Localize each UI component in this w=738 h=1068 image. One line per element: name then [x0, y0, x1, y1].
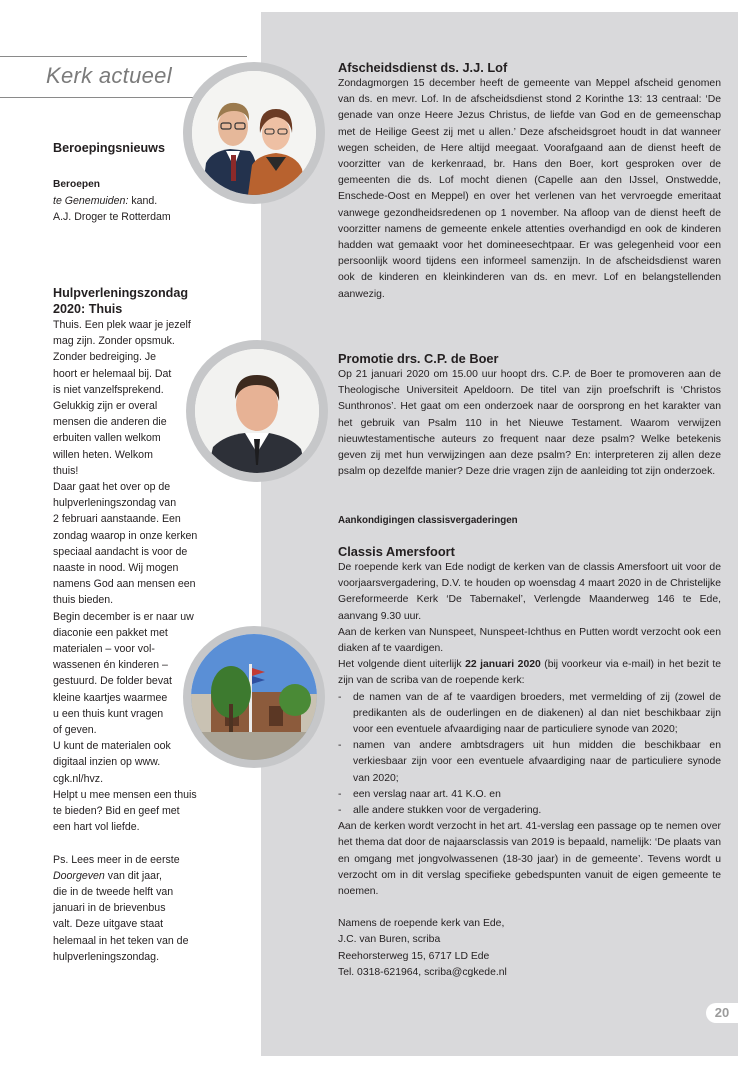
classis-para1: De roepende kerk van Ede nodigt de kerken van de classis Amersfoort uit voor de voorjaarsvergadering, D.V. te houden op woensdag 4 maart 2020 in de Christelijke Gereformeerde Kerk ‘De Tabernakel’, Verlengde Maanderweg 146 te Ede, aanvang 9.30 uur. — [338, 562, 721, 622]
list-item: - een verslag naar art. 41 K.O. en — [338, 787, 721, 803]
photo-deboer — [195, 349, 319, 473]
body-line: kleine kaartjes waarmee — [53, 691, 168, 704]
classis-para4: Aan de kerken wordt verzocht in het art. 41-verslag een passage op te nemen over het thema dat door de najaarsclassis van 2019 is bepaald, namelijk: ‘De plaats van en omgang met jongvolwassenen (18-30 jaar) in de gemeente’. Tevens wordt u verzocht om in dit verslag specifieke gebedspunten vanuit de eigen gemeente te noemen. — [338, 821, 721, 898]
body-line: Thuis. Een plek waar je jezelf — [53, 319, 191, 331]
body-line: zondag waarop in onze kerken — [53, 529, 198, 542]
beroepen-subheading: Beroepen — [53, 178, 100, 190]
body-line: mensen die anderen die — [53, 416, 167, 429]
body-line: Gelukkig zijn er overal — [53, 400, 158, 413]
ps-line-2 — [53, 868, 218, 884]
body-line: Daar gaat het over op de — [53, 481, 171, 494]
ps-line-2-rest: van dit jaar, — [104, 869, 162, 882]
body-line: thuis! — [53, 464, 79, 477]
list-item: - namen van andere ambtsdragers uit hun midden die beschikbaar en verkiesbaar zijn voor een eventuele afvaardiging naar de particuliere synode van 2020; — [338, 738, 721, 787]
photo-lof-ring — [183, 62, 325, 204]
body-line: 2 februari aanstaande. Een — [53, 513, 181, 526]
header-rule-top — [0, 56, 247, 57]
signature-line: J.C. van Buren, scriba — [338, 934, 441, 946]
photo-church-ring — [183, 626, 325, 768]
body-line: Zonder bedreiging. Je — [53, 351, 157, 364]
afscheid-article — [338, 60, 721, 303]
beroepen-place: te Genemuiden: — [53, 194, 129, 207]
afscheid-heading: Afscheidsdienst ds. J.J. Lof — [338, 60, 508, 75]
body-line: u een thuis kunt vragen — [53, 707, 164, 720]
photo-lof-couple-image — [192, 71, 316, 195]
hulpverlening-heading-2: 2020: Thuis — [53, 301, 123, 316]
body-line: mag zijn. Zonder opsmuk. — [53, 335, 175, 348]
classis-deadline: 22 januari 2020 — [465, 659, 541, 671]
ps-doorgeven: Doorgeven — [53, 869, 105, 882]
list-item: - alle andere stukken voor de vergadering. — [338, 803, 721, 819]
afscheid-body: Zondagmorgen 15 december heeft de gemeente van Meppel afscheid genomen van ds. en mevr. Lof. In de afscheidsdienst stond 2 Korinthe 13: 13 centraal: ‘De genade van onze Heere Jezus Christus, de liefde van God en de gemeenschap met de Heilige Geest zij met u allen.’ Deze afscheidsgroet houdt in dat wanneer wegen scheiden, de Here altijd meegaat. Voorafgaand aan de dienst heeft de voorzitter van de kerkenraad, br. Hans den Boer, kort gesproken over de gemeenten die ds. Lof mocht dienen (Capelle aan den IJssel, Onstwedde, Enschede-Oost en Meppel) en over het verlenen van het vervroegde emeritaat vanwege gezondheidsredenen op 1 november. Na afloop van de dienst heeft de voorzitter namens de gemeente enkele attenties overhandigd en ook de kinderen hadden wat gemaakt voor het domineesechtpaar. Er was gelegenheid voor een persoonlijk woord tijdens een informeel samenzijn. In de afscheidsdienst waren ook de kinderen en kleinkinderen van ds. en mevr. Lof en belangstellenden aanwezig. — [338, 78, 721, 300]
body-line: Begin december is er naar uw — [53, 610, 194, 623]
ps-line-1: Ps. Lees meer in de eerste — [53, 853, 180, 866]
body-line: hoort er helemaal bij. Dat — [53, 367, 172, 380]
body-line: is niet vanzelfsprekend. — [53, 383, 164, 396]
page-number: 20 — [706, 1003, 738, 1023]
classis-requirements-list — [338, 690, 721, 820]
classis-para3-post: (bij voorkeur via e-mail) in het bezit te zijn van de scriba van de roepende kerk: — [338, 659, 721, 687]
body-line: wassenen én kinderen – — [53, 659, 168, 672]
ps-body — [53, 884, 218, 965]
body-line: januari in de brievenbus — [53, 902, 166, 915]
photo-deboer-ring — [186, 340, 328, 482]
hulpverlening-heading-1: Hulpverleningszondag — [53, 286, 189, 300]
signature-line: Namens de roepende kerk van Ede, — [338, 918, 505, 930]
header-rule-bottom — [0, 97, 212, 98]
classis-heading: Classis Amersfoort — [338, 544, 455, 559]
body-line: te bieden? Bid en geef met — [53, 805, 180, 818]
beroepen-text1: kand. — [128, 194, 158, 207]
body-line: of geven. — [53, 724, 97, 737]
body-line: die in de tweede helft van — [53, 885, 174, 898]
promotie-body: Op 21 januari 2020 om 15.00 uur hoopt drs. C.P. de Boer te promoveren aan de Theologische Universiteit Apeldoorn. De titel van zijn proefschrift is ‘Christos Sunthronos’. Het gaat om een onderzoek naar de oorsprong en het karakter van het gebruik van Psalm 110 in het Nieuwe Testament. Waarom verwijzen nieuwtestamentische auteurs zo frequent naar deze psalm? Welke betekenis geven zij met hun verwijzingen aan deze psalm? En: interpreteren zij allen deze psalm op dezelfde manier? Deze drie vragen zijn de aanleiding tot zijn onderzoek. — [338, 369, 721, 478]
body-line: materialen – voor vol- — [53, 643, 155, 656]
section-title: Kerk actueel — [46, 63, 172, 88]
beroepen-line — [53, 193, 218, 209]
aankondigingen-block — [338, 513, 721, 529]
classis-para3-pre: Het volgende dient uiterlijk — [338, 659, 466, 671]
body-line: namens God aan mensen een — [53, 578, 196, 591]
body-line: speciaal aandacht is voor de — [53, 545, 188, 558]
classis-para3 — [338, 657, 721, 689]
body-line: willen heten. Welkom — [53, 448, 153, 461]
body-line: cgk.nl/hvz. — [53, 772, 104, 785]
body-line: erbuiten vallen welkom — [53, 432, 161, 445]
classis-article — [338, 544, 721, 981]
body-line: Helpt u mee mensen een thuis — [53, 788, 197, 801]
signature-line: Reehorsterweg 15, 6717 LD Ede — [338, 950, 490, 962]
body-line: U kunt de materialen ook — [53, 740, 171, 753]
body-line: helemaal in het teken van de — [53, 934, 189, 947]
signature-line: Tel. 0318-621964, scriba@cgkede.nl — [338, 966, 507, 978]
promotie-heading: Promotie drs. C.P. de Boer — [338, 351, 499, 366]
body-line: valt. Deze uitgave staat — [53, 918, 164, 931]
aankondigingen-heading: Aankondigingen classisvergaderingen — [338, 515, 518, 526]
classis-para2: Aan de kerken van Nunspeet, Nunspeet-Ichthus en Putten wordt verzocht ook een diaken af te vaardigen. — [338, 626, 721, 655]
promotie-article — [338, 351, 721, 480]
photo-church-building-image — [191, 634, 317, 760]
beroepingsnieuws-heading: Beroepingsnieuws — [53, 141, 165, 155]
body-line: hulpverleningszondag. — [53, 950, 160, 963]
body-line: naaste in nood. Wij mogen — [53, 562, 179, 575]
body-line: gestuurd. De folder bevat — [53, 675, 172, 688]
photo-deboer-portrait-image — [195, 349, 319, 473]
body-line: hulpverleningszondag van — [53, 497, 177, 510]
body-line: diaconie een pakket met — [53, 626, 168, 639]
beroepen-text2: A.J. Droger te Rotterdam — [53, 210, 171, 223]
body-line: digitaal inzien op www. — [53, 756, 161, 769]
photo-church — [191, 634, 317, 760]
list-item: - de namen van de af te vaardigen broeders, met vermelding of zij (zowel de predikanten als de ouderlingen en de diakenen) al dan niet beschikbaar zijn voor een eventuele afvaardiging naar de particuliere synode van 2020; — [338, 690, 721, 739]
body-line: thuis bieden. — [53, 594, 114, 607]
photo-lof — [192, 71, 316, 195]
body-line: een hart vol liefde. — [53, 821, 140, 834]
